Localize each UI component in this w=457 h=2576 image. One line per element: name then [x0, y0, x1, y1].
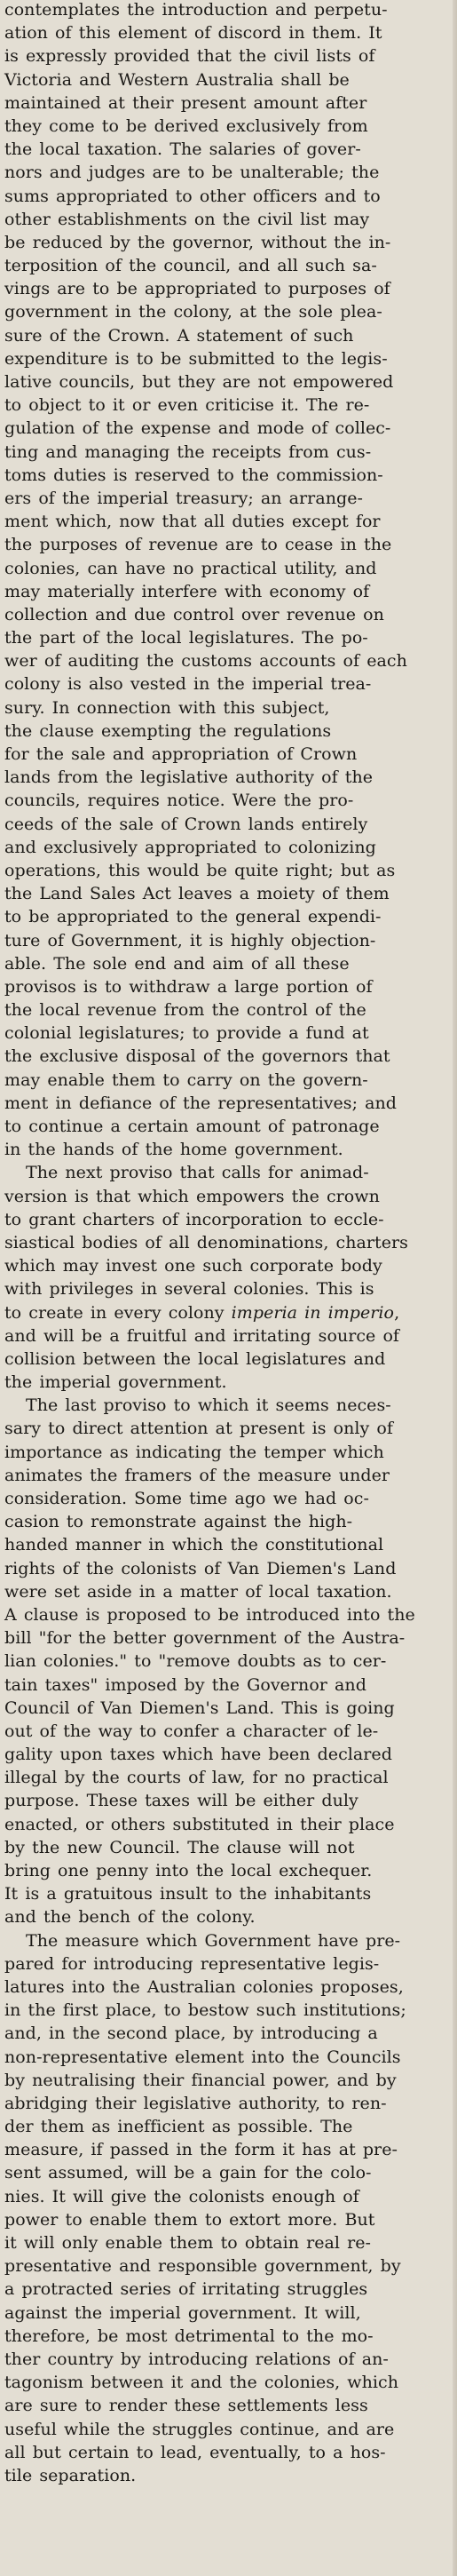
- text-line: and will be a fruitful and irritating source of: [4, 1325, 400, 1346]
- text-line: A clause is proposed to be introduced into the: [4, 1604, 415, 1625]
- text-line: may enable them to carry on the govern-: [4, 1069, 368, 1090]
- text-line: to be appropriated to the general expendi-: [4, 907, 382, 927]
- text-line: out of the way to confer a character of le-: [4, 1721, 379, 1741]
- text-line: colony is also vested in the imperial trea-: [4, 674, 372, 695]
- text-line: maintained at their present amount after: [4, 92, 367, 113]
- text-line: bill "for the better government of the Austra-: [4, 1628, 406, 1649]
- text-line: and, in the second place, by introducing a: [4, 2023, 378, 2044]
- text-line: it will only enable them to obtain real re-: [4, 2233, 372, 2253]
- text-line: illegal by the courts of law, for no practical: [4, 1768, 389, 1788]
- text-line: The last proviso to which it seems neces-: [26, 1395, 391, 1416]
- text-line: vings are to be appropriated to purposes of: [4, 279, 390, 299]
- page-edge: [453, 0, 457, 2576]
- text-line: enacted, or others substituted in their place: [4, 1814, 395, 1834]
- text-line: against the imperial government. It will,: [4, 2302, 361, 2323]
- text-line: ther country by introducing relations of an-: [4, 2349, 389, 2369]
- text-line: handed manner in which the constitutional: [4, 1535, 384, 1555]
- text-line: operations, this would be quite right; but as: [4, 860, 396, 880]
- text-line: councils, requires notice. Were the pro-: [4, 791, 354, 811]
- text-line: the local taxation. The salaries of gover-: [4, 139, 361, 160]
- text-line: gality upon taxes which have been declared: [4, 1745, 392, 1765]
- text-line: contemplates the introduction and perpetu-: [4, 0, 388, 20]
- text-line: animates the framers of the measure under: [4, 1465, 390, 1485]
- text-line: measure, if passed in the form it has at pre-: [4, 2140, 398, 2160]
- text-line: by the new Council. The clause will not: [4, 1837, 355, 1857]
- text-line: siastical bodies of all denominations, charters: [4, 1232, 408, 1252]
- text-line: the local revenue from the control of the: [4, 1000, 366, 1021]
- text-line: nors and judges are to be unalterable; the: [4, 163, 380, 183]
- text-line: lian colonies." to "remove doubts as to cer-: [4, 1651, 387, 1672]
- text-line: tain taxes" imposed by the Governor and: [4, 1674, 366, 1695]
- text-line: nies. It will give the colonists enough of: [4, 2186, 359, 2206]
- text-line: pared for introducing representative legis-: [4, 1953, 380, 1974]
- text-line: ment in defiance of the representatives; and: [4, 1093, 398, 1113]
- text-line: lative councils, but they are not empowered: [4, 372, 394, 392]
- text-line: in the first place, to bestow such institutions;: [4, 2000, 406, 2021]
- text-line: sent assumed, will be a gain for the colo-: [4, 2163, 372, 2183]
- text-line: and exclusively appropriated to colonizing: [4, 837, 376, 857]
- text-line: gulation of the expense and mode of collec-: [4, 418, 391, 439]
- text-line: sure of the Crown. A statement of such: [4, 325, 354, 346]
- text-line: rights of the colonists of Van Diemen's Land: [4, 1558, 397, 1578]
- text-line: tagonism between it and the colonies, which: [4, 2373, 399, 2393]
- text-line: ation of this element of discord in them. It: [4, 23, 382, 44]
- text-line: power to enable them to extort more. But: [4, 2209, 375, 2230]
- text-line: ment which, now that all duties except for: [4, 512, 381, 532]
- text-line: to continue a certain amount of patronage: [4, 1117, 380, 1136]
- text-line: consideration. Some time ago we had oc-: [4, 1489, 369, 1508]
- text-line: a protracted series of irritating struggles: [4, 2279, 368, 2300]
- text-line: purpose. These taxes will be either duly: [4, 1791, 359, 1811]
- text-line: provisos is to withdraw a large portion of: [4, 976, 373, 997]
- text-line: and the bench of the colony.: [4, 1907, 256, 1928]
- text-line: were set aside in a matter of local taxation.: [4, 1581, 392, 1602]
- text-line: the exclusive disposal of the governors that: [4, 1046, 390, 1067]
- paragraph-civil-list: [4, 0, 445, 1161]
- text-line: presentative and responsible government, by: [4, 2256, 401, 2277]
- text-line: casion to remonstrate against the high-: [4, 1512, 353, 1532]
- text-line: to grant charters of incorporation to eccle-: [4, 1209, 384, 1229]
- text-line: be reduced by the governor, without the in-: [4, 232, 391, 252]
- text-line: wer of auditing the customs accounts of each: [4, 651, 407, 672]
- text-line: expenditure is to be submitted to the legis-: [4, 348, 388, 369]
- text-line: by neutralising their financial power, and by: [4, 2070, 397, 2090]
- text-line: non-representative element into the Councils: [4, 2047, 401, 2067]
- text-line: bring one penny into the local exchequer.: [4, 1861, 373, 1880]
- text-line: colonial legislatures; to provide a fund at: [4, 1023, 369, 1044]
- text-line: is expressly provided that the civil lists of: [4, 46, 375, 67]
- text-line: version is that which empowers the crown: [4, 1186, 380, 1206]
- text-line: government in the colony, at the sole plea-: [4, 302, 382, 322]
- text-line: lands from the legislative authority of the: [4, 767, 374, 788]
- text-line: ceeds of the sale of Crown lands entirely: [4, 814, 368, 834]
- text-line: may materially interfere with economy of: [4, 581, 370, 601]
- text-line: Victoria and Western Australia shall be: [4, 69, 350, 90]
- text-line: to object to it or even criticise it. The re-: [4, 395, 370, 416]
- text-line: collision between the local legislatures and: [4, 1348, 386, 1369]
- text-line: importance as indicating the temper which: [4, 1442, 384, 1462]
- text-line: with privileges in several colonies. This is: [4, 1279, 374, 1300]
- text-line: in the hands of the home government.: [4, 1140, 343, 1160]
- text-line: they come to be derived exclusively from: [4, 115, 368, 136]
- text-line: the imperial government.: [4, 1372, 227, 1393]
- paragraph-ecclesiastical-charters: [4, 1161, 445, 1394]
- text-line: which may invest one such corporate body: [4, 1256, 382, 1276]
- text-line: the Land Sales Act leaves a moiety of them: [4, 884, 390, 904]
- text-line: sums appropriated to other officers and to: [4, 186, 381, 206]
- paragraph-van-diemens-land-taxes: [4, 1394, 445, 1928]
- text-line: colonies, can have no practical utility, and: [4, 558, 377, 578]
- text-line: latures into the Australian colonies proposes,: [4, 1976, 404, 1997]
- text-line: all but certain to lead, eventually, to a hos-: [4, 2442, 386, 2462]
- text-line: sary to direct attention at present is only of: [4, 1419, 393, 1439]
- text-line: useful while the struggles continue, and are: [4, 2419, 395, 2439]
- text-line: der them as inefficient as possible. The: [4, 2117, 353, 2137]
- text-line: ting and managing the receipts from cus-: [4, 441, 372, 462]
- article-column: [4, 0, 445, 2487]
- text-line: terposition of the council, and all such sa-: [4, 256, 377, 276]
- text-line: abridging their legislative authority, to ren-: [4, 2093, 387, 2113]
- text-line: the clause exempting the regulations: [4, 720, 332, 741]
- text-line: ture of Government, it is highly objection-: [4, 930, 376, 950]
- text-line: collection and due control over revenue on: [4, 604, 384, 624]
- text-line: are sure to render these settlements less: [4, 2396, 368, 2416]
- text-line: The next proviso that calls for animad-: [26, 1163, 369, 1183]
- text-line: tile separation.: [4, 2465, 137, 2485]
- text-line: the part of the local legislatures. The po-: [4, 628, 368, 648]
- text-line: toms duties is reserved to the commission-: [4, 465, 383, 485]
- text-line: able. The sole end and aim of all these: [4, 953, 350, 974]
- text-line: to create in every colony imperia in imperio,: [4, 1302, 400, 1323]
- text-line: therefore, be most detrimental to the mo-: [4, 2326, 374, 2346]
- text-line: The measure which Government have pre-: [26, 1930, 401, 1951]
- text-line: the purposes of revenue are to cease in the: [4, 535, 392, 555]
- text-line: It is a gratuitous insult to the inhabitants: [4, 1884, 372, 1904]
- text-line: sury. In connection with this subject,: [4, 697, 330, 718]
- text-line: ers of the imperial treasury; an arrange-: [4, 488, 363, 508]
- text-line: other establishments on the civil list may: [4, 209, 370, 229]
- text-line: for the sale and appropriation of Crown: [4, 744, 358, 764]
- text-line: Council of Van Diemen's Land. This is going: [4, 1697, 395, 1718]
- paragraph-representative-legislatures: [4, 1929, 445, 2488]
- italic-phrase: imperia in imperio: [231, 1302, 395, 1323]
